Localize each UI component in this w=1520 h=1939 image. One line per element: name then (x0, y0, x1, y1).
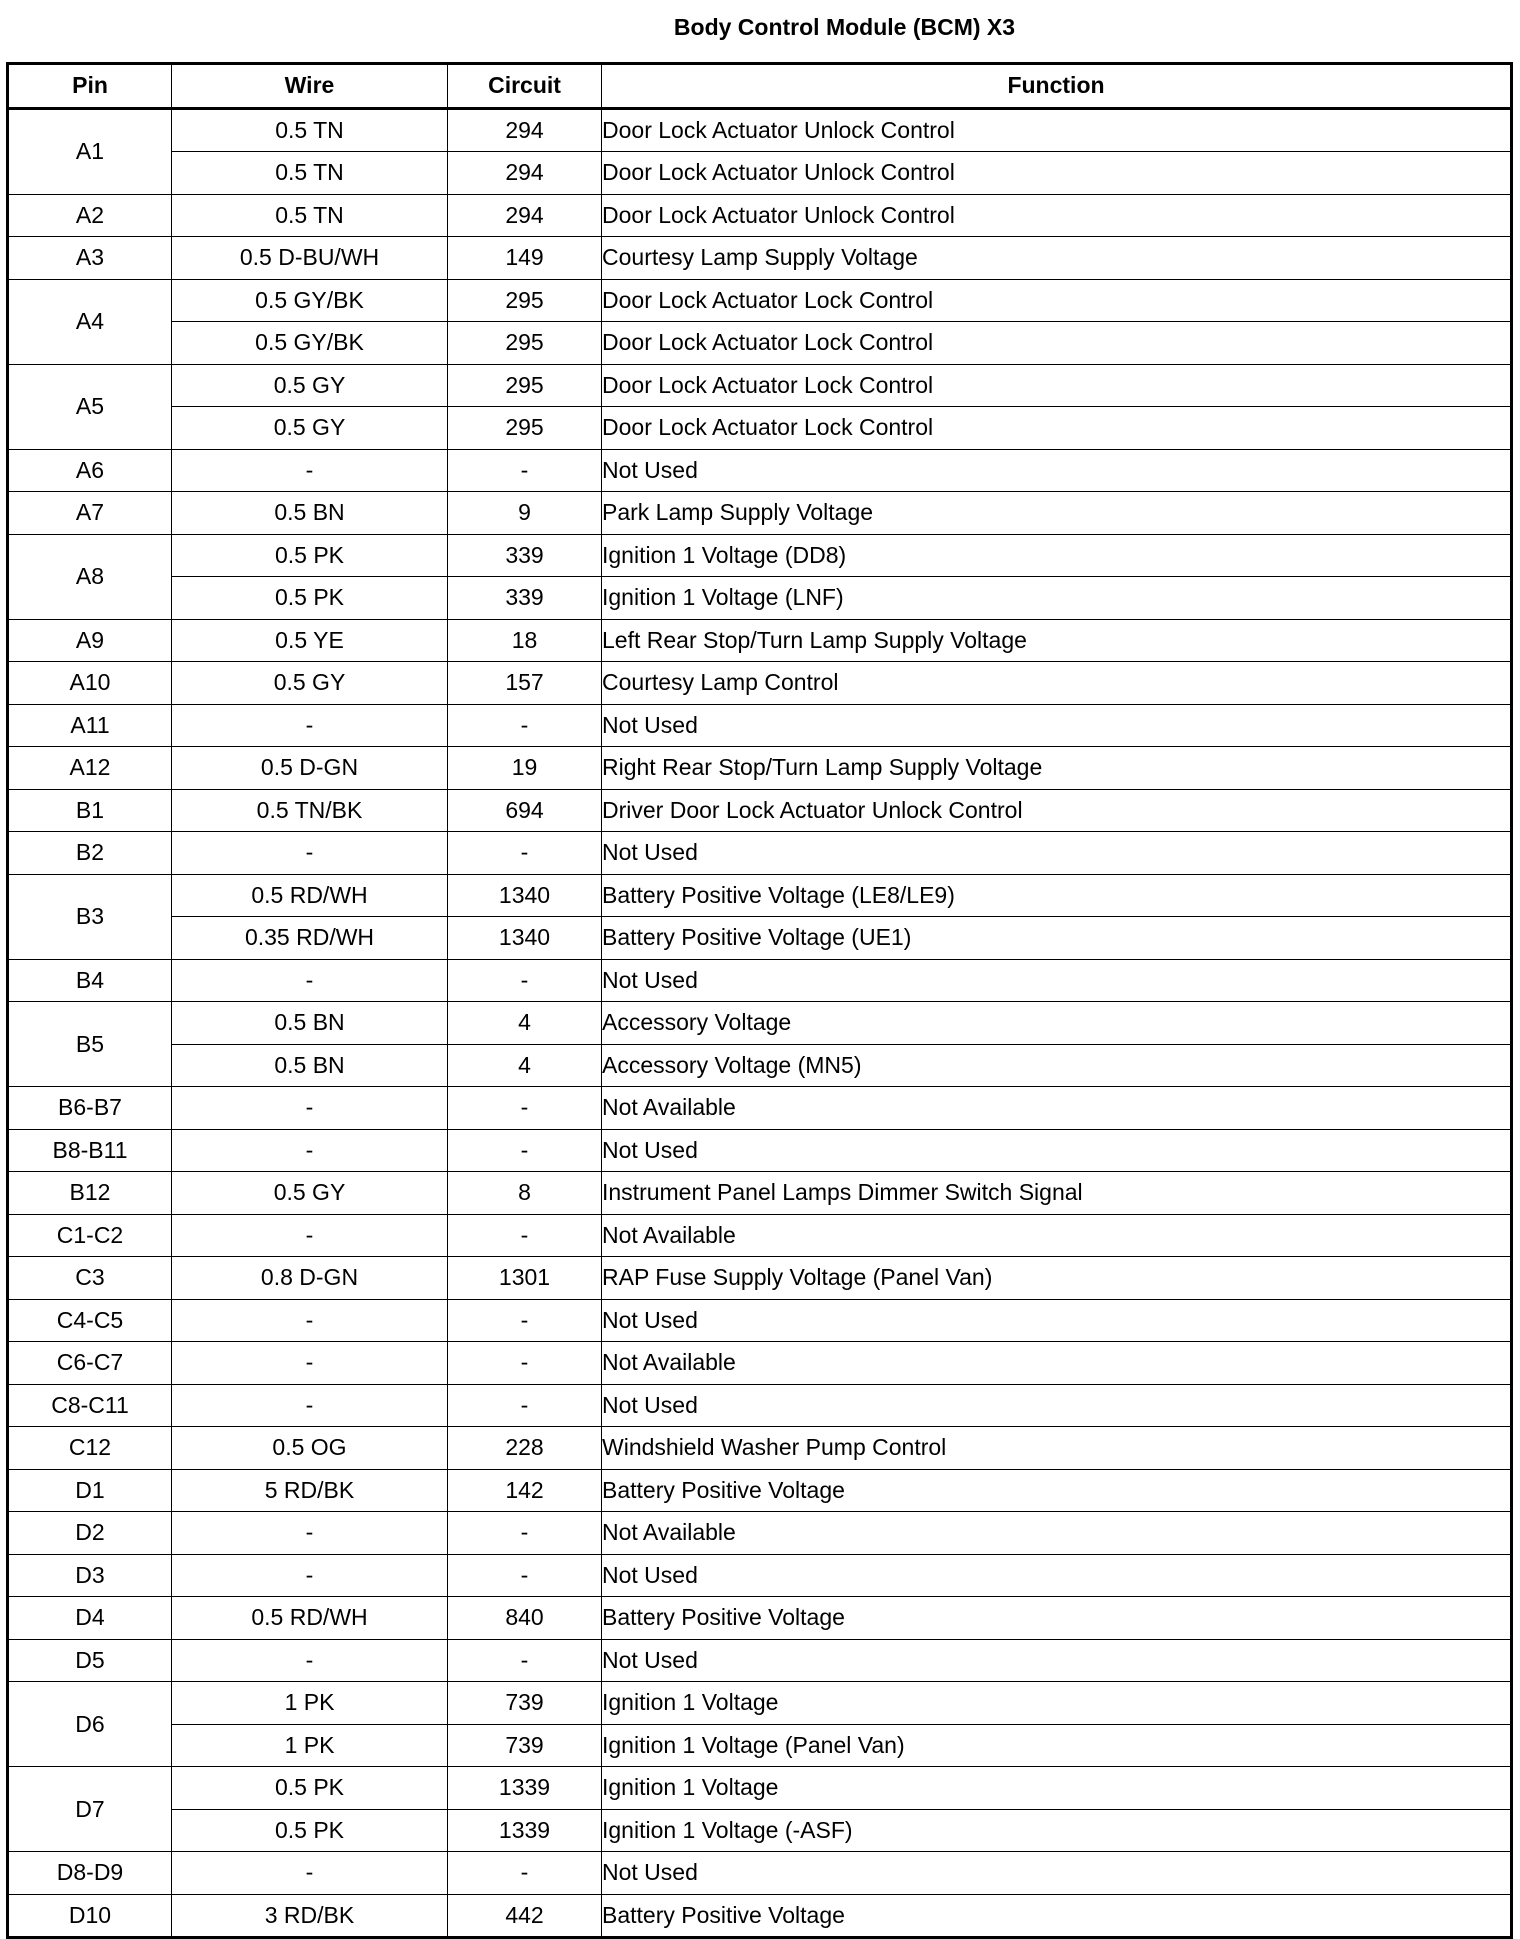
function-cell: Not Available (602, 1512, 1512, 1555)
circuit-cell: - (448, 1129, 602, 1172)
table-row (8, 1257, 1512, 1300)
function-cell: Battery Positive Voltage (602, 1597, 1512, 1640)
table-row (8, 662, 1512, 705)
wire-cell: 0.5 GY (172, 1172, 448, 1215)
pin-cell: B6-B7 (8, 1087, 172, 1130)
table-row (8, 1342, 1512, 1385)
wire-cell: 0.5 PK (172, 577, 448, 620)
function-cell: Courtesy Lamp Supply Voltage (602, 237, 1512, 280)
pin-cell: B8-B11 (8, 1129, 172, 1172)
wire-cell: 0.5 GY/BK (172, 279, 448, 322)
wire-cell: 0.5 GY (172, 662, 448, 705)
function-cell: Not Used (602, 704, 1512, 747)
pinout-body (8, 108, 1512, 1938)
function-cell: Not Used (602, 1384, 1512, 1427)
circuit-cell: 694 (448, 789, 602, 832)
wire-cell: 0.5 RD/WH (172, 1597, 448, 1640)
wire-cell: - (172, 704, 448, 747)
wire-cell: 0.5 TN (172, 194, 448, 237)
pin-cell: D3 (8, 1554, 172, 1597)
table-row (8, 789, 1512, 832)
wire-cell: - (172, 1554, 448, 1597)
wire-cell: - (172, 1342, 448, 1385)
table-row (8, 322, 1512, 365)
table-row (8, 279, 1512, 322)
pin-cell: A7 (8, 492, 172, 535)
function-cell: Driver Door Lock Actuator Unlock Control (602, 789, 1512, 832)
function-cell: Not Used (602, 449, 1512, 492)
wire-cell: - (172, 1384, 448, 1427)
wire-cell: 0.35 RD/WH (172, 917, 448, 960)
table-row (8, 407, 1512, 450)
wire-cell: 0.5 PK (172, 1767, 448, 1810)
table-row (8, 1512, 1512, 1555)
pin-cell: C6-C7 (8, 1342, 172, 1385)
table-row (8, 1597, 1512, 1640)
circuit-cell: - (448, 1342, 602, 1385)
pin-cell: A11 (8, 704, 172, 747)
circuit-cell: - (448, 1554, 602, 1597)
function-cell: Windshield Washer Pump Control (602, 1427, 1512, 1470)
header-pin: Pin (8, 64, 172, 109)
pin-cell: A9 (8, 619, 172, 662)
wire-cell: 0.5 TN (172, 152, 448, 195)
pin-cell: B2 (8, 832, 172, 875)
pin-cell: D10 (8, 1894, 172, 1938)
circuit-cell: - (448, 704, 602, 747)
function-cell: Left Rear Stop/Turn Lamp Supply Voltage (602, 619, 1512, 662)
circuit-cell: 9 (448, 492, 602, 535)
pin-cell: A6 (8, 449, 172, 492)
function-cell: Door Lock Actuator Lock Control (602, 322, 1512, 365)
wire-cell: 0.5 BN (172, 1044, 448, 1087)
table-row (8, 364, 1512, 407)
pin-cell: A8 (8, 534, 172, 619)
wire-cell: - (172, 959, 448, 1002)
pin-cell: D5 (8, 1639, 172, 1682)
circuit-cell: - (448, 1852, 602, 1895)
pin-cell: B1 (8, 789, 172, 832)
table-row (8, 492, 1512, 535)
table-row (8, 1767, 1512, 1810)
table-row (8, 1682, 1512, 1725)
wire-cell: - (172, 1087, 448, 1130)
pin-cell: C1-C2 (8, 1214, 172, 1257)
page-title: Body Control Module (BCM) X3 (673, 14, 1016, 40)
circuit-cell: 339 (448, 577, 602, 620)
function-cell: Courtesy Lamp Control (602, 662, 1512, 705)
function-cell: Battery Positive Voltage (UE1) (602, 917, 1512, 960)
circuit-cell: - (448, 959, 602, 1002)
circuit-cell: 295 (448, 322, 602, 365)
function-cell: Not Used (602, 1554, 1512, 1597)
table-row (8, 747, 1512, 790)
pin-cell: A5 (8, 364, 172, 449)
table-row (8, 1129, 1512, 1172)
table-row (8, 1299, 1512, 1342)
pin-cell: D7 (8, 1767, 172, 1852)
wire-cell: 0.5 BN (172, 1002, 448, 1045)
circuit-cell: 1339 (448, 1767, 602, 1810)
pin-cell: B12 (8, 1172, 172, 1215)
pin-cell: A2 (8, 194, 172, 237)
function-cell: Door Lock Actuator Lock Control (602, 279, 1512, 322)
table-row (8, 1554, 1512, 1597)
function-cell: Door Lock Actuator Unlock Control (602, 108, 1512, 152)
table-row (8, 1894, 1512, 1938)
table-row (8, 1809, 1512, 1852)
function-cell: Door Lock Actuator Unlock Control (602, 194, 1512, 237)
wire-cell: 0.5 GY (172, 364, 448, 407)
wire-cell: 0.5 D-GN (172, 747, 448, 790)
function-cell: Not Available (602, 1342, 1512, 1385)
function-cell: Battery Positive Voltage (602, 1894, 1512, 1938)
wire-cell: - (172, 1299, 448, 1342)
wire-cell: 0.5 OG (172, 1427, 448, 1470)
circuit-cell: - (448, 1384, 602, 1427)
circuit-cell: - (448, 1512, 602, 1555)
table-row (8, 1002, 1512, 1045)
circuit-cell: - (448, 1214, 602, 1257)
circuit-cell: 4 (448, 1002, 602, 1045)
wire-cell: 0.5 RD/WH (172, 874, 448, 917)
circuit-cell: 4 (448, 1044, 602, 1087)
table-row (8, 1087, 1512, 1130)
table-row (8, 577, 1512, 620)
wire-cell: - (172, 832, 448, 875)
circuit-cell: 228 (448, 1427, 602, 1470)
function-cell: Ignition 1 Voltage (DD8) (602, 534, 1512, 577)
table-row (8, 152, 1512, 195)
table-row (8, 1214, 1512, 1257)
table-row (8, 704, 1512, 747)
circuit-cell: 295 (448, 407, 602, 450)
header-wire: Wire (172, 64, 448, 109)
wire-cell: - (172, 449, 448, 492)
wire-cell: 5 RD/BK (172, 1469, 448, 1512)
pin-cell: D8-D9 (8, 1852, 172, 1895)
function-cell: Not Used (602, 1639, 1512, 1682)
table-row (8, 959, 1512, 1002)
function-cell: Ignition 1 Voltage (-ASF) (602, 1809, 1512, 1852)
circuit-cell: - (448, 1299, 602, 1342)
circuit-cell: - (448, 449, 602, 492)
circuit-cell: 157 (448, 662, 602, 705)
function-cell: Battery Positive Voltage (602, 1469, 1512, 1512)
table-row (8, 1427, 1512, 1470)
circuit-cell: 142 (448, 1469, 602, 1512)
circuit-cell: 1340 (448, 874, 602, 917)
pin-cell: B4 (8, 959, 172, 1002)
wire-cell: - (172, 1129, 448, 1172)
function-cell: Not Available (602, 1214, 1512, 1257)
wire-cell: 0.5 PK (172, 534, 448, 577)
function-cell: Accessory Voltage (602, 1002, 1512, 1045)
table-row (8, 534, 1512, 577)
wire-cell: 0.5 TN (172, 108, 448, 152)
wire-cell: 0.5 GY/BK (172, 322, 448, 365)
function-cell: Ignition 1 Voltage (602, 1682, 1512, 1725)
pin-cell: A12 (8, 747, 172, 790)
pin-cell: C3 (8, 1257, 172, 1300)
wire-cell: 1 PK (172, 1724, 448, 1767)
table-row (8, 1639, 1512, 1682)
circuit-cell: 149 (448, 237, 602, 280)
wire-cell: 3 RD/BK (172, 1894, 448, 1938)
function-cell: Not Used (602, 1852, 1512, 1895)
table-row (8, 917, 1512, 960)
circuit-cell: 294 (448, 194, 602, 237)
table-row (8, 1044, 1512, 1087)
function-cell: Not Used (602, 832, 1512, 875)
wire-cell: 0.8 D-GN (172, 1257, 448, 1300)
circuit-cell: 1340 (448, 917, 602, 960)
function-cell: Door Lock Actuator Lock Control (602, 407, 1512, 450)
function-cell: Ignition 1 Voltage (Panel Van) (602, 1724, 1512, 1767)
function-cell: Not Used (602, 959, 1512, 1002)
wire-cell: 0.5 YE (172, 619, 448, 662)
circuit-cell: 442 (448, 1894, 602, 1938)
pin-cell: A3 (8, 237, 172, 280)
circuit-cell: 294 (448, 152, 602, 195)
wire-cell: - (172, 1512, 448, 1555)
pin-cell: D6 (8, 1682, 172, 1767)
pin-cell: A1 (8, 108, 172, 194)
function-cell: Not Available (602, 1087, 1512, 1130)
table-row (8, 1469, 1512, 1512)
pinout-table (6, 62, 1513, 1939)
function-cell: Battery Positive Voltage (LE8/LE9) (602, 874, 1512, 917)
pin-cell: A4 (8, 279, 172, 364)
circuit-cell: 19 (448, 747, 602, 790)
circuit-cell: 18 (448, 619, 602, 662)
header-circuit: Circuit (448, 64, 602, 109)
table-row (8, 619, 1512, 662)
table-row (8, 1172, 1512, 1215)
circuit-cell: 1339 (448, 1809, 602, 1852)
function-cell: Ignition 1 Voltage (602, 1767, 1512, 1810)
wire-cell: 1 PK (172, 1682, 448, 1725)
circuit-cell: 8 (448, 1172, 602, 1215)
pin-cell: D2 (8, 1512, 172, 1555)
circuit-cell: 339 (448, 534, 602, 577)
function-cell: Ignition 1 Voltage (LNF) (602, 577, 1512, 620)
table-row (8, 874, 1512, 917)
circuit-cell: - (448, 1639, 602, 1682)
function-cell: Park Lamp Supply Voltage (602, 492, 1512, 535)
function-cell: Door Lock Actuator Unlock Control (602, 152, 1512, 195)
circuit-cell: 840 (448, 1597, 602, 1640)
circuit-cell: 739 (448, 1682, 602, 1725)
circuit-cell: 294 (448, 108, 602, 152)
wire-cell: - (172, 1639, 448, 1682)
function-cell: Accessory Voltage (MN5) (602, 1044, 1512, 1087)
pin-cell: C4-C5 (8, 1299, 172, 1342)
wire-cell: 0.5 TN/BK (172, 789, 448, 832)
pin-cell: C8-C11 (8, 1384, 172, 1427)
circuit-cell: 295 (448, 279, 602, 322)
function-cell: Right Rear Stop/Turn Lamp Supply Voltage (602, 747, 1512, 790)
wire-cell: 0.5 BN (172, 492, 448, 535)
table-row (8, 1724, 1512, 1767)
pin-cell: B3 (8, 874, 172, 959)
pin-cell: B5 (8, 1002, 172, 1087)
wire-cell: 0.5 PK (172, 1809, 448, 1852)
wire-cell: - (172, 1852, 448, 1895)
table-row (8, 237, 1512, 280)
table-row (8, 194, 1512, 237)
header-function: Function (602, 64, 1512, 109)
table-row (8, 1384, 1512, 1427)
wire-cell: - (172, 1214, 448, 1257)
function-cell: Not Used (602, 1299, 1512, 1342)
pin-cell: A10 (8, 662, 172, 705)
pin-cell: D1 (8, 1469, 172, 1512)
wire-cell: 0.5 D-BU/WH (172, 237, 448, 280)
circuit-cell: 739 (448, 1724, 602, 1767)
pin-cell: C12 (8, 1427, 172, 1470)
circuit-cell: - (448, 832, 602, 875)
table-row (8, 1852, 1512, 1895)
circuit-cell: 295 (448, 364, 602, 407)
function-cell: Instrument Panel Lamps Dimmer Switch Signal (602, 1172, 1512, 1215)
wire-cell: 0.5 GY (172, 407, 448, 450)
function-cell: Not Used (602, 1129, 1512, 1172)
table-row (8, 449, 1512, 492)
header-row (8, 64, 1512, 109)
circuit-cell: - (448, 1087, 602, 1130)
circuit-cell: 1301 (448, 1257, 602, 1300)
table-row (8, 108, 1512, 152)
function-cell: RAP Fuse Supply Voltage (Panel Van) (602, 1257, 1512, 1300)
function-cell: Door Lock Actuator Lock Control (602, 364, 1512, 407)
table-row (8, 832, 1512, 875)
pin-cell: D4 (8, 1597, 172, 1640)
